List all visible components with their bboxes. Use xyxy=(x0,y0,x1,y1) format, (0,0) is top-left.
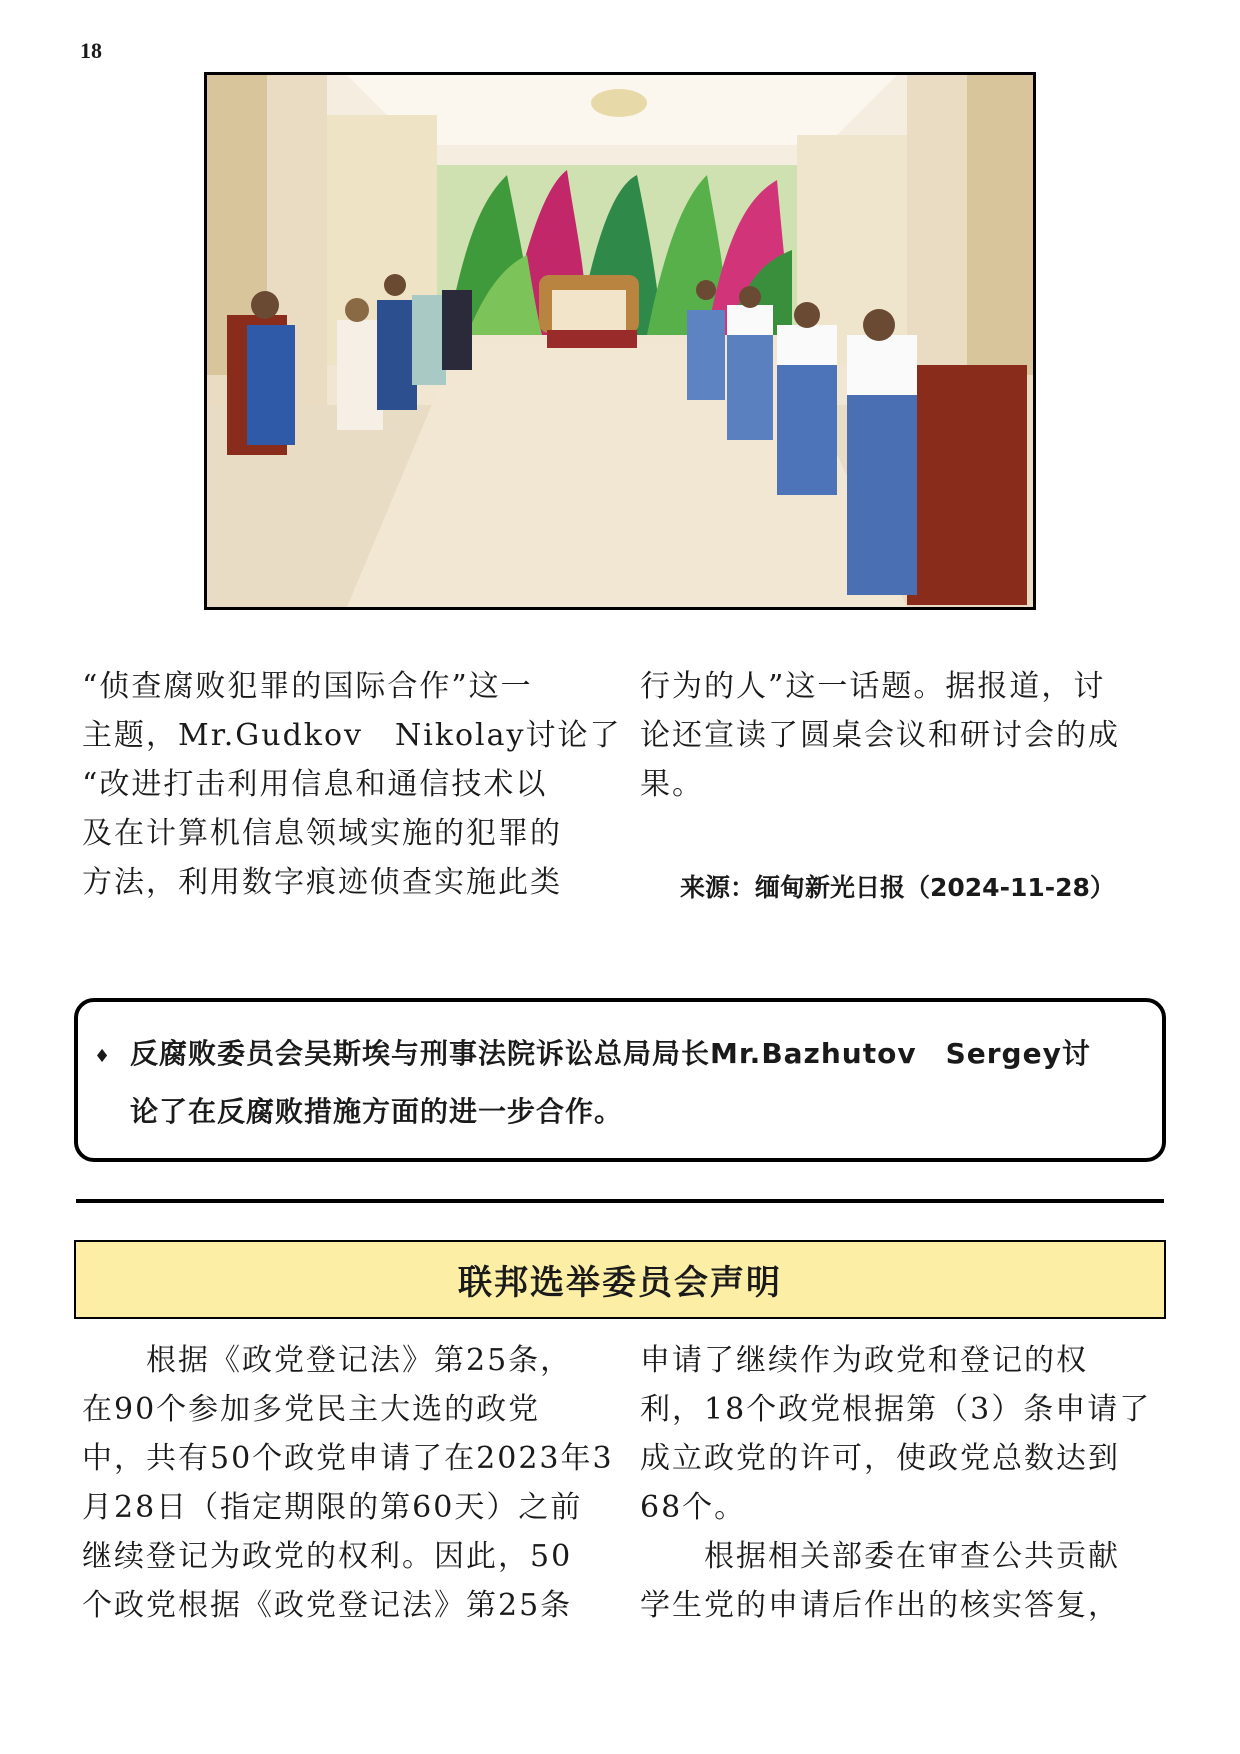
text-line: 行为的人”这一话题。据报道，讨 xyxy=(640,669,1106,704)
section-divider xyxy=(76,1199,1164,1203)
meeting-room-photo-icon xyxy=(207,75,1033,607)
highlight-line: 论了在反腐败措施方面的进一步合作。 xyxy=(130,1095,624,1128)
source-citation: 来源：缅甸新光日报（2024-11-28） xyxy=(680,873,1115,902)
text-line: 成立政党的许可，使政党总数达到 xyxy=(640,1441,1120,1476)
chandelier-icon xyxy=(591,89,647,117)
text-line: “改进打击利用信息和通信技术以 xyxy=(82,767,548,802)
text-line: 利，18个政党根据第（3）条申请了 xyxy=(640,1392,1152,1427)
text-line: 根据相关部委在审查公共贡献 xyxy=(640,1539,1120,1574)
text-line: 论还宣读了圆桌会议和研讨会的成 xyxy=(640,718,1120,753)
article2-left-column xyxy=(82,1336,614,1630)
highlight-box xyxy=(74,998,1166,1162)
article2-right-column xyxy=(640,1336,1151,1630)
section-title: 联邦选举委员会声明 xyxy=(74,1240,1166,1319)
highlight-line: 反腐败委员会吴斯埃与刑事法院诉讼总局局长Mr.Bazhutov Sergey讨 xyxy=(130,1037,1091,1070)
text-line: “侦查腐败犯罪的国际合作”这一 xyxy=(82,669,533,704)
text-line: 在90个参加多党民主大选的政党 xyxy=(82,1392,541,1427)
diamond-bullet-icon: ♦ xyxy=(94,1046,111,1067)
text-line: 方法，利用数字痕迹侦查实施此类 xyxy=(82,865,562,900)
text-line: 中，共有50个政党申请了在2023年3 xyxy=(82,1441,614,1476)
text-line: 及在计算机信息领域实施的犯罪的 xyxy=(82,816,562,851)
article1-left-column xyxy=(82,662,622,907)
article1-right-column xyxy=(640,662,1120,809)
page-number: 18 xyxy=(80,38,102,63)
text-line: 根据《政党登记法》第25条， xyxy=(82,1343,573,1378)
text-line: 68个。 xyxy=(640,1490,747,1525)
text-line: 个政党根据《政党登记法》第25条 xyxy=(82,1588,573,1623)
text-line: 果。 xyxy=(640,767,704,802)
text-line: 继续登记为政党的权利。因此，50 xyxy=(82,1539,573,1574)
text-line: 月28日（指定期限的第60天）之前 xyxy=(82,1490,583,1525)
text-line: 申请了继续作为政党和登记的权 xyxy=(640,1343,1088,1378)
text-line: 学生党的申请后作出的核实答复， xyxy=(640,1588,1120,1623)
meeting-photo xyxy=(204,72,1036,610)
text-line: 主题，Mr.Gudkov Nikolay讨论了 xyxy=(82,718,622,753)
